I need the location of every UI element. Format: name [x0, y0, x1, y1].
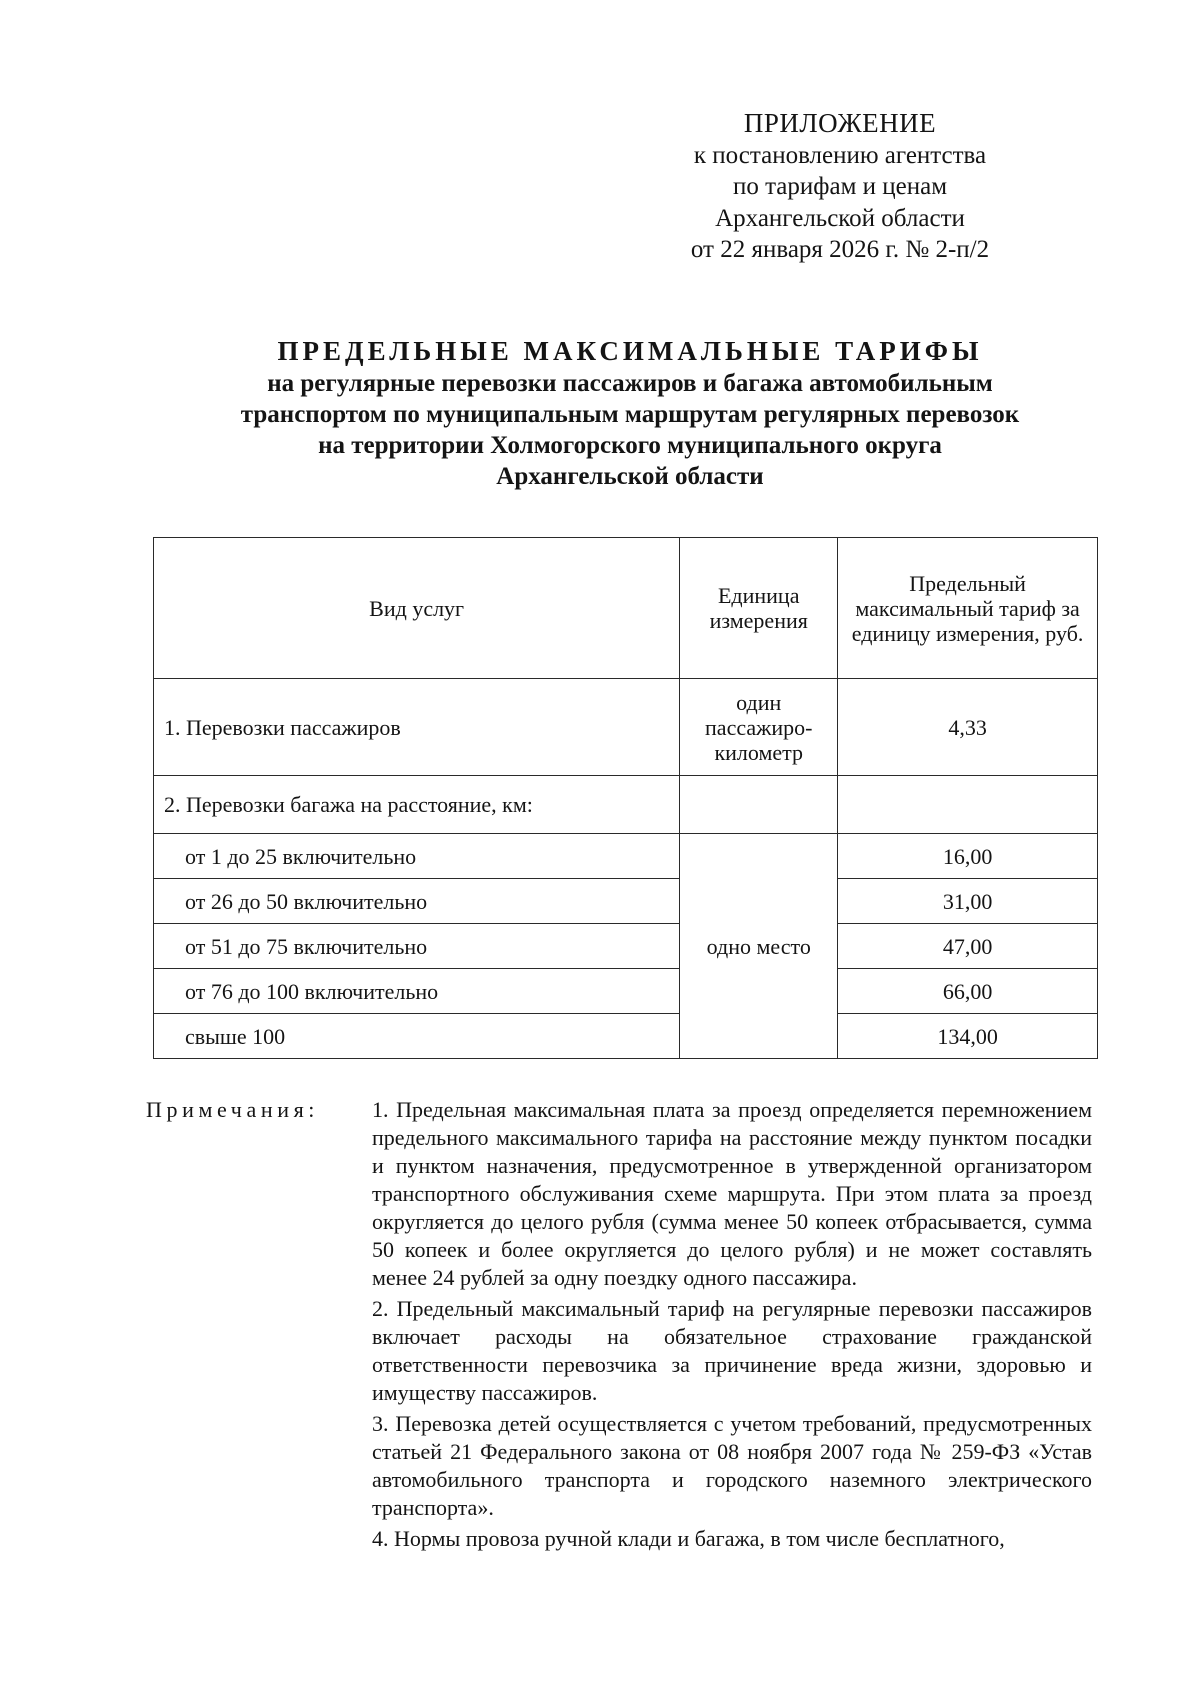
note-item: 3. Перевозка детей осуществляется с учетом требований, предусмотренных статьей 21 Федерального закона от 08 ноября 2007 года № 259-ФЗ «Устав автомобильного транспорта и городского наземного электрического транспорта».	[372, 1411, 1092, 1520]
baggage-range: от 76 до 100 включительно	[154, 969, 680, 1014]
passengers-service: 1. Перевозки пассажиров	[154, 679, 680, 776]
document-title-main: ПРЕДЕЛЬНЫЕ МАКСИМАЛЬНЫЕ ТАРИФЫ	[277, 336, 983, 366]
baggage-tariff: 16,00	[838, 834, 1098, 879]
appendix-line: по тарифам и ценам	[732, 173, 948, 200]
document-title-line: на регулярные перевозки пассажиров и багажа автомобильным	[267, 370, 993, 397]
baggage-range: свыше 100	[154, 1014, 680, 1059]
appendix-line: к постановлению агентства	[693, 141, 987, 169]
appendix-line: Архангельской области	[715, 204, 965, 232]
header-service: Вид услуг	[154, 538, 680, 679]
table-row	[154, 969, 1098, 1014]
table-header-row	[154, 538, 1098, 679]
notes-label: Примечания:	[146, 1097, 320, 1122]
table-row	[154, 834, 1098, 879]
tariff-table	[153, 537, 1098, 1059]
baggage-tariff: 134,00	[838, 1014, 1098, 1059]
table-row	[154, 879, 1098, 924]
appendix-title: ПРИЛОЖЕНИЕ	[743, 108, 937, 138]
note-item: 4. Нормы провоза ручной клади и багажа, в том числе бесплатного,	[372, 1526, 1005, 1551]
baggage-tariff: 47,00	[838, 924, 1098, 969]
empty-cell	[680, 776, 838, 834]
passengers-tariff: 4,33	[838, 679, 1098, 776]
table-row	[154, 679, 1098, 776]
baggage-unit: одно место	[680, 834, 838, 1059]
note-item: 2. Предельный максимальный тариф на регулярные перевозки пассажиров включает расходы на обязательное страхование гражданской ответственности перевозчика за причинение вреда жизни, здоровью и имуществу пассажиров.	[372, 1296, 1092, 1405]
baggage-tariff: 66,00	[838, 969, 1098, 1014]
table-row	[154, 1014, 1098, 1059]
document-title-line: транспортом по муниципальным маршрутам регулярных перевозок	[240, 401, 1020, 428]
note-item: 1. Предельная максимальная плата за проезд определяется перемножением предельного максимального тарифа на расстояние между пунктом посадки и пунктом назначения, предусмотренное в утвержденной организатором транспортного обслуживания схеме маршрута. При этом плата за проезд округляется до целого рубля (сумма менее 50 копеек отбрасывается, сумма 50 копеек и более округляется до целого рубля) и не может составлять менее 24 рублей за одну поездку одного пассажира.	[372, 1097, 1092, 1290]
document-title-line: на территории Холмогорского муниципального округа	[318, 432, 942, 459]
document-title	[120, 336, 1140, 492]
baggage-tariff: 31,00	[838, 879, 1098, 924]
notes-list	[372, 1096, 1092, 1556]
appendix-date-number: от 22 января 2026 г. № 2-п/2	[690, 236, 990, 263]
baggage-range: от 26 до 50 включительно	[154, 879, 680, 924]
table-row	[154, 924, 1098, 969]
baggage-range: от 51 до 75 включительно	[154, 924, 680, 969]
table-row	[154, 776, 1098, 834]
document-title-line: Архангельской области	[496, 463, 764, 490]
baggage-range: от 1 до 25 включительно	[154, 834, 680, 879]
header-tariff: Предельный максимальный тариф за единицу измерения, руб.	[838, 538, 1098, 679]
empty-cell	[838, 776, 1098, 834]
passengers-unit: один пассажиро-километр	[680, 679, 838, 776]
appendix-block	[640, 108, 1040, 266]
baggage-service: 2. Перевозки багажа на расстояние, км:	[154, 776, 680, 834]
header-unit: Единица измерения	[680, 538, 838, 679]
